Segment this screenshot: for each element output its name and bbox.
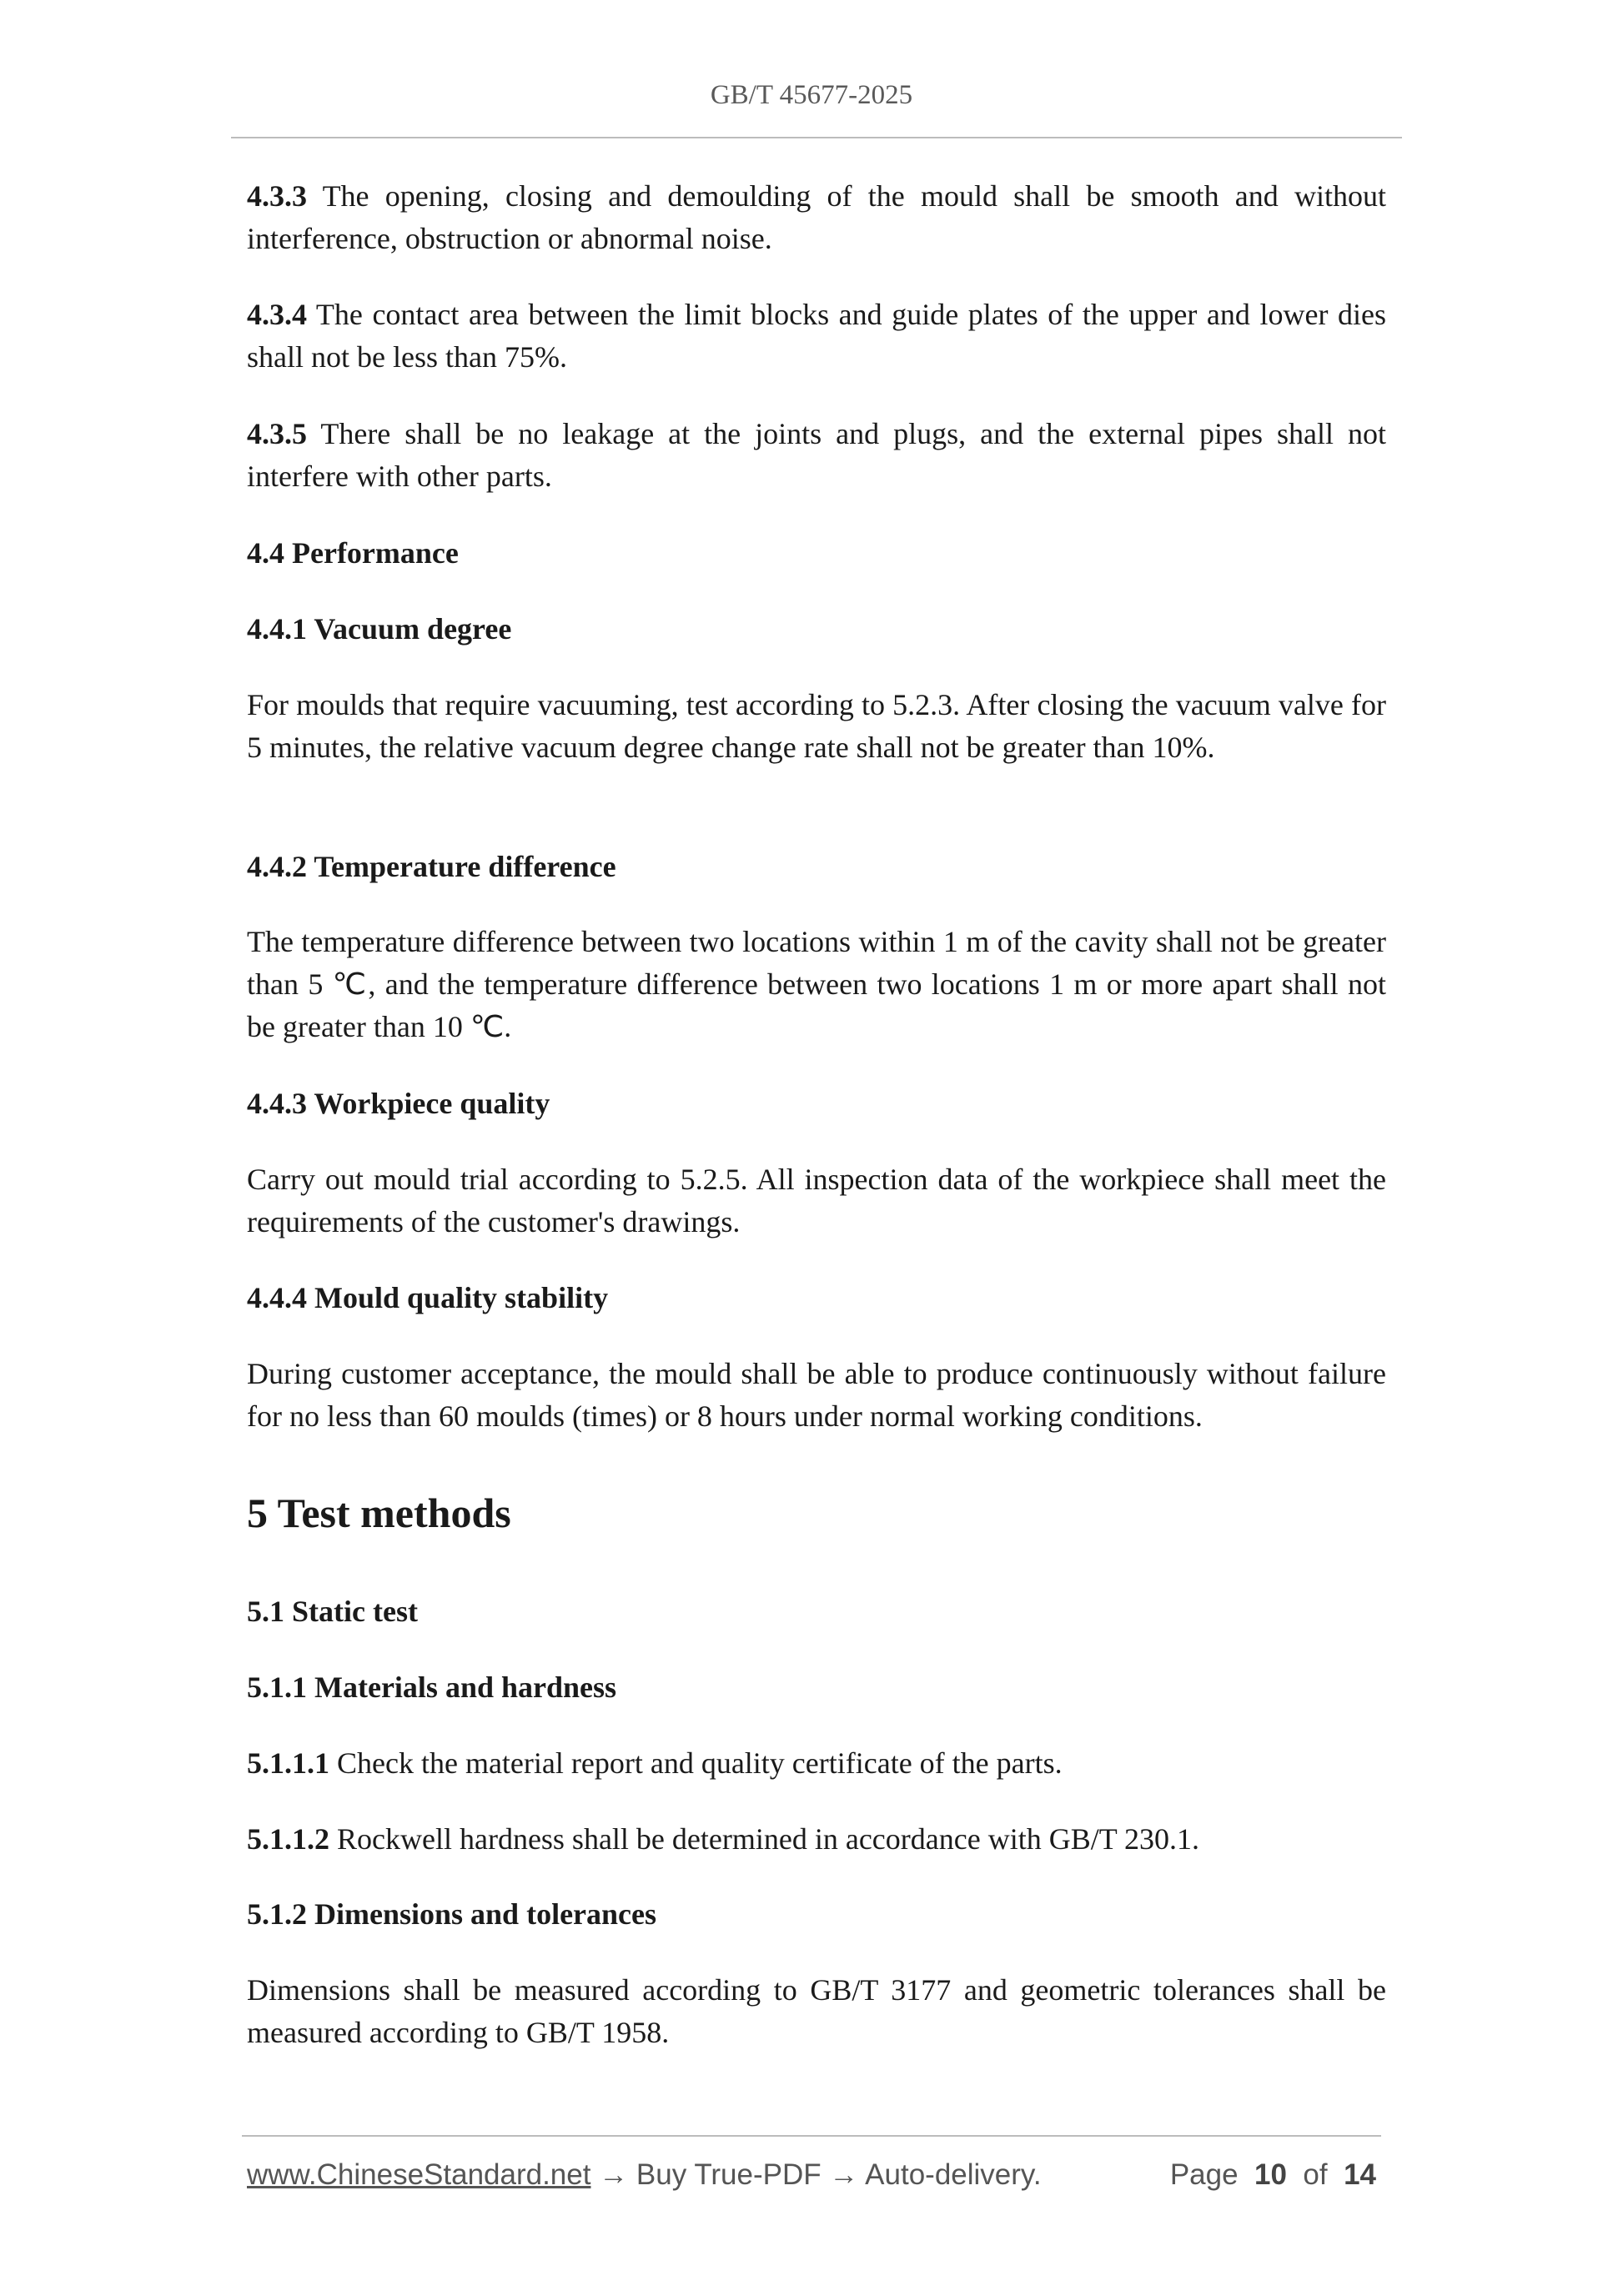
document-code-header: GB/T 45677-2025 (710, 80, 913, 110)
clause-text: Rockwell hardness shall be determined in accordance with GB/T 230.1. (329, 1822, 1200, 1856)
clause-4-3-4 (247, 294, 1386, 379)
footer-promo (247, 2158, 1042, 2192)
heading-5: 5 Test methods (247, 1490, 511, 1536)
paragraph-4-4-2: The temperature difference between two locations within 1 m of the cavity shall not be greater than 5 ℃, and the temperature difference between two locations 1 m or more apart shall not be greater than 10 ℃. (247, 925, 1386, 1043)
of-label: of (1303, 2158, 1328, 2191)
footer-promo-text: → Buy True-PDF → Auto-delivery. (590, 2158, 1042, 2191)
total-page-count: 14 (1344, 2158, 1376, 2191)
header-divider (231, 137, 1402, 138)
clause-5-1-1-2 (247, 1818, 1386, 1861)
clause-text: There shall be no leakage at the joints and plugs, and the external pipes shall not interfere with other parts. (247, 417, 1386, 493)
current-page-number: 10 (1254, 2158, 1287, 2191)
paragraph-5-1-2: Dimensions shall be measured according to GB/T 3177 and geometric tolerances shall be measured according to GB/T 1958. (247, 1973, 1386, 2049)
page-label: Page (1169, 2158, 1239, 2191)
page-indicator (1170, 2158, 1376, 2192)
heading-4-4: 4.4 Performance (247, 536, 459, 570)
heading-4-4-1: 4.4.1 Vacuum degree (247, 612, 512, 646)
clause-number: 4.3.5 (247, 417, 307, 450)
heading-5-1-1: 5.1.1 Materials and hardness (247, 1671, 617, 1704)
heading-5-1-2: 5.1.2 Dimensions and tolerances (247, 1897, 657, 1931)
clause-number: 5.1.1.1 (247, 1746, 329, 1780)
clause-5-1-1-1 (247, 1742, 1386, 1785)
clause-4-3-3 (247, 175, 1386, 260)
heading-4-4-3: 4.4.3 Workpiece quality (247, 1087, 550, 1120)
footer-divider (242, 2135, 1381, 2137)
paragraph-4-4-3: Carry out mould trial according to 5.2.5. All inspection data of the workpiece shall meet the requirements of the customer's drawings. (247, 1163, 1386, 1238)
website-link[interactable]: www.ChineseStandard.net (247, 2158, 591, 2191)
clause-text: The opening, closing and demoulding of the mould shall be smooth and without interference, obstruction or abnormal noise. (247, 179, 1386, 255)
heading-5-1: 5.1 Static test (247, 1595, 418, 1628)
clause-number: 4.3.4 (247, 298, 307, 331)
heading-4-4-2: 4.4.2 Temperature difference (247, 850, 616, 883)
clause-number: 4.3.3 (247, 179, 307, 213)
paragraph-4-4-1: For moulds that require vacuuming, test according to 5.2.3. After closing the vacuum valve for 5 minutes, the relative vacuum degree change rate shall not be greater than 10%. (247, 688, 1386, 764)
clause-4-3-5 (247, 413, 1386, 498)
clause-text: Check the material report and quality certificate of the parts. (329, 1746, 1063, 1780)
clause-text: The contact area between the limit blocks and guide plates of the upper and lower dies shall not be less than 75%. (247, 298, 1386, 374)
clause-number: 5.1.1.2 (247, 1822, 329, 1856)
heading-4-4-4: 4.4.4 Mould quality stability (247, 1281, 609, 1314)
paragraph-4-4-4: During customer acceptance, the mould shall be able to produce continuously without failure for no less than 60 moulds (times) or 8 hours under normal working conditions. (247, 1357, 1386, 1433)
